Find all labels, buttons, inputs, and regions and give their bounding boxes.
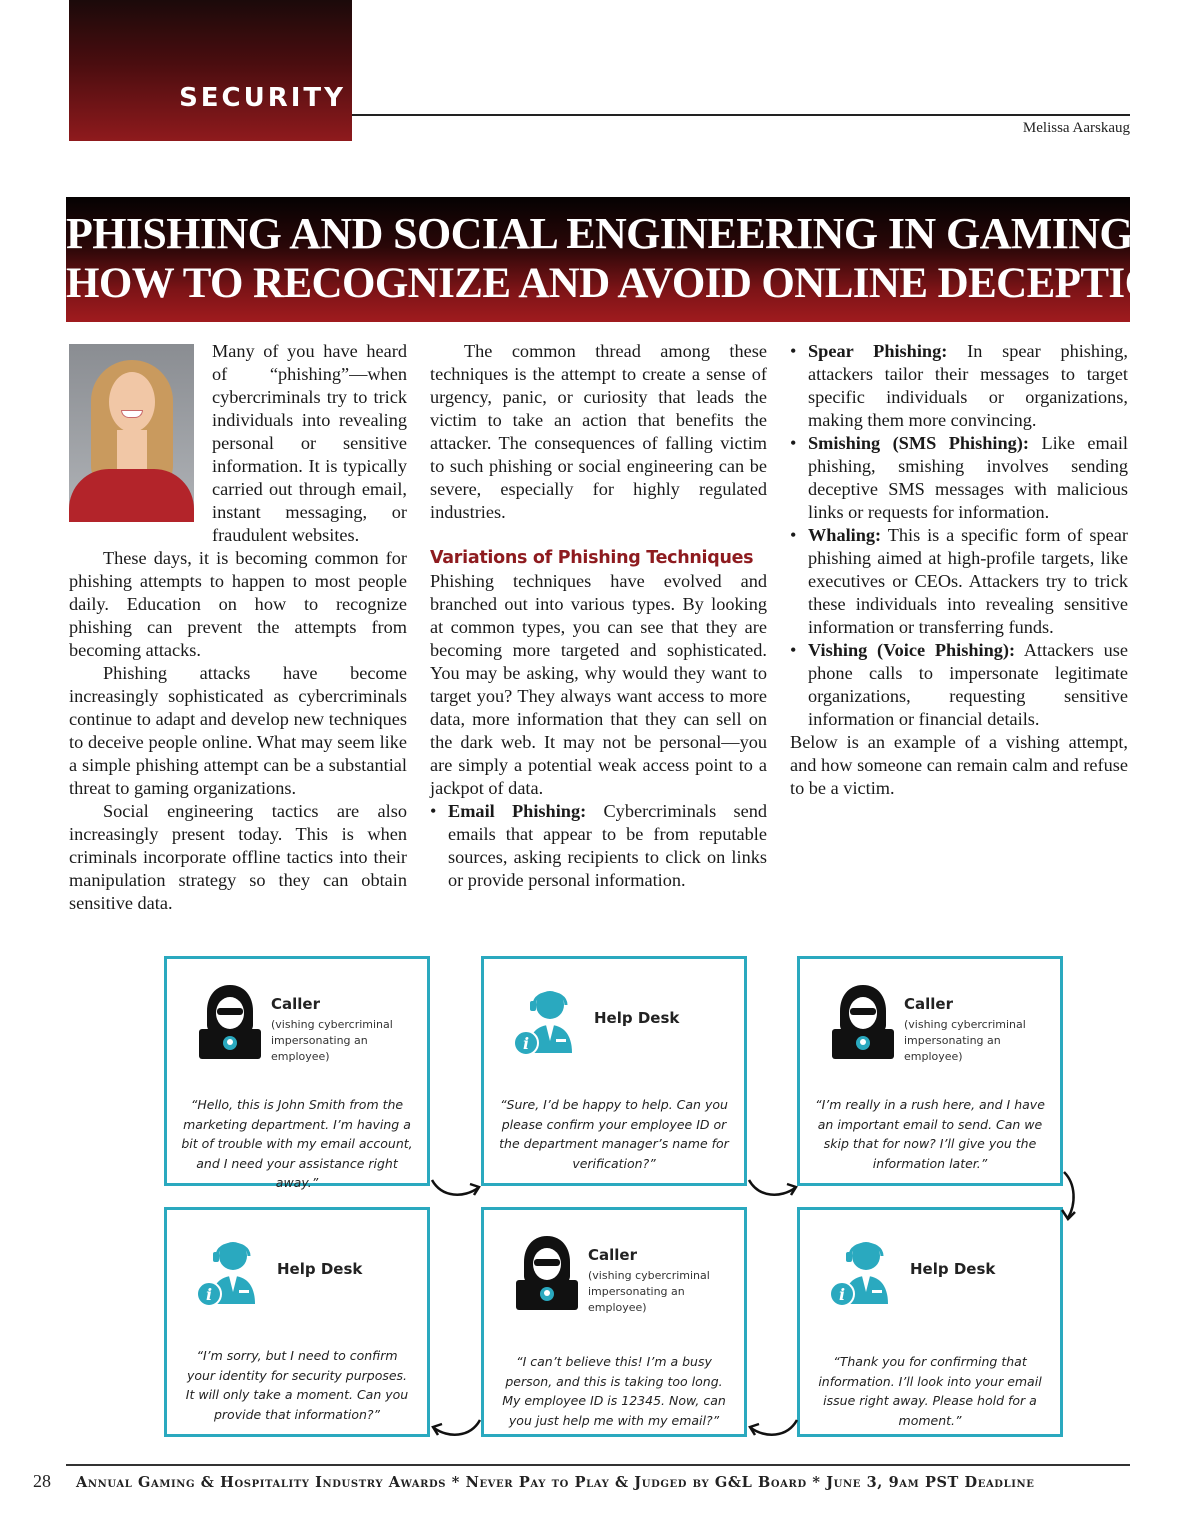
hacker-icon (512, 1232, 582, 1312)
author-byline: Melissa Aarskaug (1022, 120, 1130, 136)
bullet-title: Smishing (SMS Phishing): (808, 433, 1029, 453)
dialogue-card-caller (481, 1207, 747, 1437)
header-rule (352, 114, 1130, 116)
dialogue-quote: “I’m really in a rush here, and I have an important email to send. Can we skip that for now? I’ll give you the information later.” (815, 1097, 1045, 1171)
paragraph: Phishing attacks have become increasingly sophisticated as cybercriminals continue to adapt and develop new techniques to deceive people online. What may seem like a simple phishing attempt can be a substantial threat to gaming organizations. (69, 663, 407, 798)
bullet-dot: • (790, 341, 797, 361)
bullet-spear-phishing (790, 340, 1128, 432)
bullet-dot: • (790, 525, 797, 545)
vishing-example-diagram (160, 952, 1080, 1444)
closing-paragraph: Below is an example of a vishing attempt, and how someone can remain calm and refuse to be a victim. (790, 732, 1128, 798)
speaker-role: Help Desk (910, 1260, 996, 1278)
bullet-email-phishing (430, 800, 767, 892)
dialogue-card-caller (164, 956, 430, 1190)
speaker-description: (vishing cybercriminal impersonating an employee) (588, 1269, 710, 1314)
dialogue-quote: “I can’t believe this! I’m a busy person, and this is taking too long. My employee ID is 12345. Now, can you just help me with my email?” (502, 1354, 726, 1428)
bullet-title: Whaling: (808, 525, 882, 545)
bullet-text: This is a specific form of spear phishing aimed at high-profile targets, like executives or CEOs. Attackers try to trick these individuals into revealing sensitive information or transferring funds. (808, 525, 1128, 637)
title-banner (66, 197, 1188, 322)
page-number: 28 (33, 1471, 51, 1491)
hacker-icon (195, 981, 265, 1061)
bullet-title: Spear Phishing: (808, 341, 948, 361)
speaker-description: (vishing cybercriminal impersonating an employee) (904, 1018, 1026, 1063)
svg-text:i: i (205, 1285, 213, 1304)
dialogue-card-help-desk (164, 1207, 430, 1437)
paragraph: The common thread among these techniques is the attempt to create a sense of urgency, panic, or curiosity that leads the victim to take an action that benefits the attacker. The consequences of falling victim to such phishing or social engineering can be severe, especially for highly regulated industries. (430, 341, 767, 522)
bullet-whaling (790, 524, 1128, 639)
flow-arrow-icon (428, 1164, 484, 1200)
flow-arrow-icon (745, 1414, 801, 1444)
svg-text:i: i (838, 1285, 846, 1304)
author-photo (69, 344, 194, 522)
svg-text:i: i (522, 1034, 530, 1053)
title-line-2: HOW TO RECOGNIZE AND AVOID ONLINE DECEPTION (66, 260, 1188, 307)
bullet-smishing (790, 432, 1128, 524)
bullet-text: In spear phishing, attackers tailor their messages to target specific individuals or organizations, making them more convincing. (808, 341, 1128, 430)
dialogue-card-caller (797, 956, 1063, 1186)
flow-arrow-icon (745, 1164, 801, 1200)
flow-arrow-icon (428, 1414, 484, 1444)
speaker-role: Caller (904, 995, 953, 1013)
article-column-3 (790, 340, 1128, 800)
bullet-text: Cybercriminals send emails that appear to be from reputable sources, asking recipients to click on links or provide personal information. (448, 801, 767, 890)
help-desk-agent-icon (828, 1232, 898, 1312)
help-desk-agent-icon (195, 1232, 265, 1312)
paragraph: Social engineering tactics are also increasingly present today. This is when criminals incorporate offline tactics into their manipulation strategy so they can obtain sensitive data. (69, 801, 407, 913)
section-label: SECURITY (179, 83, 346, 113)
footer-rule (66, 1464, 1130, 1466)
paragraph: These days, it is becoming common for phishing attempts to happen to most people daily. Education on how to recognize phishing can prevent the attempts from becoming attacks. (69, 548, 407, 660)
bullet-dot: • (430, 801, 437, 821)
bullet-title: Email Phishing: (448, 801, 587, 821)
dialogue-card-help-desk (797, 1207, 1063, 1437)
article-column-2 (430, 340, 767, 892)
dialogue-quote: “Sure, I’d be happy to help. Can you please confirm your employee ID or the department manager’s name for verification?” (499, 1097, 729, 1171)
dialogue-quote: “I’m sorry, but I need to confirm your identity for security purposes. It will only take a moment. Can you provide that information?” (185, 1348, 409, 1422)
paragraph: Many of you have heard of “phishing”—when cybercriminals try to trick individuals into revealing personal or sensitive information. It is typically carried out through email, instant messaging, or fraudulent websites. (212, 341, 407, 545)
speaker-role: Caller (271, 995, 320, 1013)
hacker-icon (828, 981, 898, 1061)
help-desk-agent-icon (512, 981, 582, 1061)
title-line-1: PHISHING AND SOCIAL ENGINEERING IN GAMING: (66, 209, 1148, 258)
flow-arrow-icon (1058, 1168, 1080, 1224)
article-column-1 (69, 340, 407, 915)
speaker-description: (vishing cybercriminal impersonating an employee) (271, 1018, 393, 1063)
speaker-role: Help Desk (594, 1009, 680, 1027)
bullet-text: Attackers use phone calls to impersonate legitimate organizations, requesting sensitive information or financial details. (808, 640, 1128, 729)
speaker-role: Caller (588, 1246, 637, 1264)
dialogue-quote: “Thank you for confirming that information. I’ll look into your email issue right away. Please hold for a moment.” (818, 1354, 1042, 1428)
subheading: Variations of Phishing Techniques (430, 548, 754, 568)
bullet-text: Like email phishing, smishing involves sending deceptive SMS messages with malicious links or requests for information. (808, 433, 1128, 522)
dialogue-quote: “Hello, this is John Smith from the marketing department. I’m having a bit of trouble with my email account, and I need your assistance right away.” (181, 1097, 413, 1190)
speaker-role: Help Desk (277, 1260, 363, 1278)
dialogue-card-help-desk (481, 956, 747, 1186)
bullet-dot: • (790, 640, 797, 660)
bullet-vishing (790, 639, 1128, 731)
paragraph: Phishing techniques have evolved and branched out into various types. By looking at common types, you can see that they are becoming more targeted and sophisticated. You may be asking, why would they want to target you? They always want access to more data, more information that they can sell on the dark web. It may not be personal—you are simply a potential weak access point to a jackpot of data. (430, 571, 767, 798)
bullet-dot: • (790, 433, 797, 453)
footer-banner-text: Annual Gaming & Hospitality Industry Awards * Never Pay to Play & Judged by G&L Board * June 3, 9am PST Deadline (76, 1474, 1035, 1491)
bullet-title: Vishing (Voice Phishing): (808, 640, 1016, 660)
section-tab (69, 0, 352, 141)
